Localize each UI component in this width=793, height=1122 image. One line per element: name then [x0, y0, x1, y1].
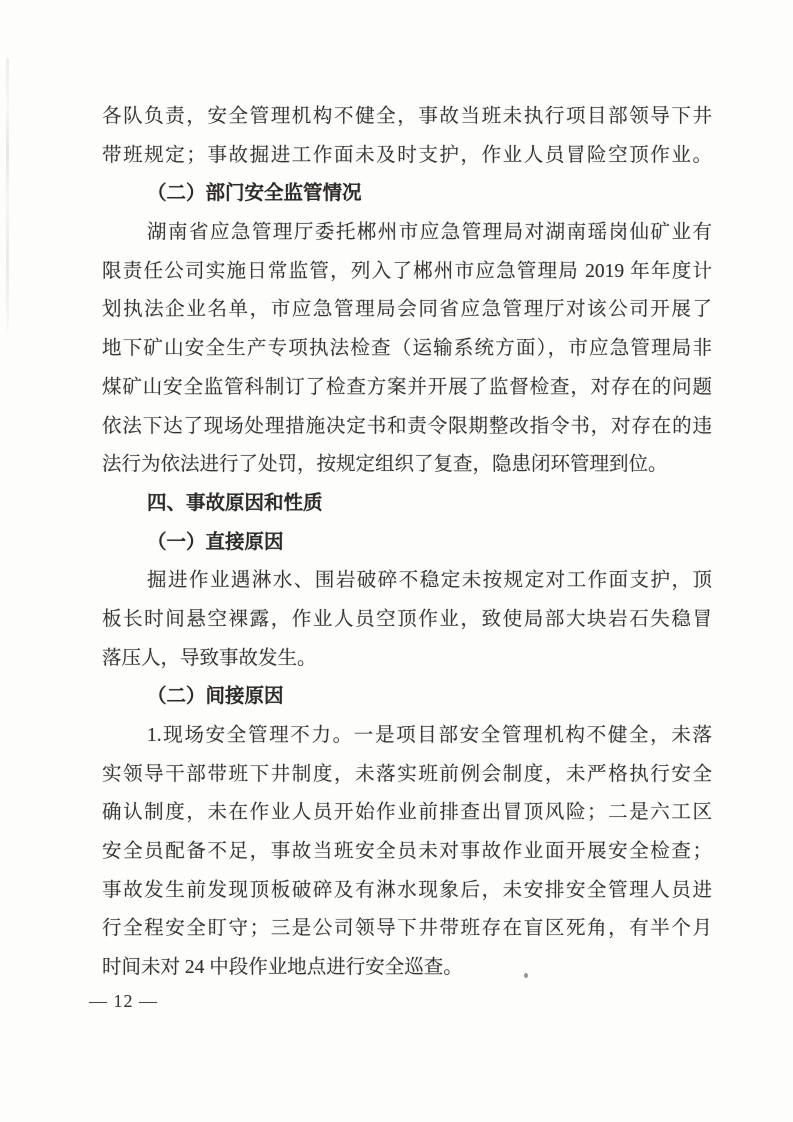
paragraph-line: 确认制度，未在作业人员开始作业前排查出冒顶风险；二是六工区	[102, 802, 712, 824]
scan-edge-smudge-artifact	[6, 58, 9, 333]
paragraph-line: 湖南省应急管理厅委托郴州市应急管理局对湖南瑶岗仙矿业有	[147, 222, 712, 244]
paragraph-line: 法行为依法进行了处罚，按规定组织了复查，隐患闭环管理到位。	[102, 454, 668, 476]
paragraph-line: 掘进作业遇淋水、围岩破碎不稳定未按规定对工作面支护，顶	[147, 570, 712, 592]
paragraph-line: 限责任公司实施日常监管，列入了郴州市应急管理局 2019 年年度计	[102, 260, 712, 282]
paragraph-line: 各队负责，安全管理机构不健全，事故当班未执行项目部领导下井	[102, 106, 712, 127]
document-text-column	[102, 98, 712, 988]
paragraph-line: 事故发生前发现顶板破碎及有淋水现象后，未安排安全管理人员进	[102, 879, 712, 901]
paragraph-line: 行全程安全盯守；三是公司领导下井带班存在盲区死角，有半个月	[102, 918, 712, 940]
paragraph-line: 时间未对 24 中段作业地点进行安全巡查。	[102, 957, 463, 979]
section-heading: 四、事故原因和性质	[147, 492, 323, 514]
paragraph-line: 煤矿山安全监管科制订了检查方案并开展了监督检查，对存在的问题	[102, 376, 712, 398]
paragraph-line: 依法下达了现场处理措施决定书和责令限期整改指令书，对存在的违	[102, 415, 712, 437]
paragraph-line: 1.现场安全管理不力。一是项目部安全管理机构不健全，未落	[147, 725, 712, 746]
paragraph-line: 落压人，导致事故发生。	[102, 647, 317, 669]
paragraph-line: 划执法企业名单，市应急管理局会同省应急管理厅对该公司开展了	[102, 299, 712, 321]
scan-dot-artifact	[524, 973, 528, 978]
section-heading: （二）间接原因	[147, 686, 284, 708]
page-number: — 12 —	[89, 991, 158, 1011]
paragraph-line: 地下矿山安全生产专项执法检查（运输系统方面），市应急管理局非	[102, 338, 712, 360]
section-heading: （二）部门安全监管情况	[147, 183, 362, 205]
paragraph-line: 安全员配备不足，事故当班安全员未对事故作业面开展安全检查；	[102, 841, 712, 863]
paragraph-line: 带班规定；事故掘进工作面未及时支护，作业人员冒险空顶作业。	[102, 144, 712, 166]
paragraph-line: 板长时间悬空裸露，作业人员空顶作业，致使局部大块岩石失稳冒	[102, 608, 712, 630]
paragraph-line: 实领导干部带班下井制度，未落实班前例会制度，未严格执行安全	[102, 763, 712, 785]
section-heading: （一）直接原因	[147, 531, 284, 553]
